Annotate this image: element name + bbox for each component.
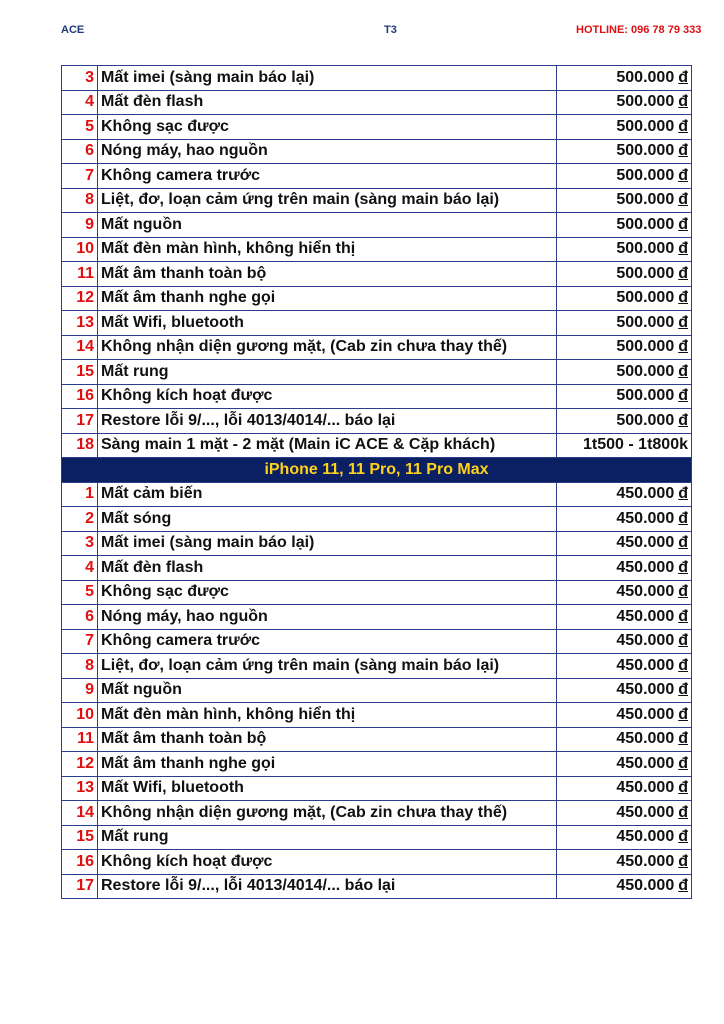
- price-value: 450.000: [616, 754, 675, 772]
- price-value: 450.000: [616, 705, 675, 723]
- table-row: [62, 874, 692, 899]
- price-cell: [557, 825, 692, 850]
- price-cell: [557, 482, 692, 507]
- price-table-body: [62, 66, 692, 899]
- table-row: [62, 703, 692, 728]
- price-cell: [557, 850, 692, 875]
- service-description: Restore lỗi 9/..., lỗi 4013/4014/... báo lại: [98, 874, 557, 899]
- currency-symbol: đ: [678, 215, 688, 233]
- row-number: 3: [62, 66, 98, 91]
- price-cell: [557, 776, 692, 801]
- service-description: Mất nguồn: [98, 213, 557, 238]
- row-number: 10: [62, 237, 98, 262]
- currency-symbol: đ: [678, 558, 688, 576]
- price-table: [61, 65, 692, 899]
- header-hotline: HOTLINE: 096 78 79 333: [576, 24, 702, 36]
- price-value: 500.000: [616, 215, 675, 233]
- table-row: [62, 139, 692, 164]
- service-description: Restore lỗi 9/..., lỗi 4013/4014/... báo lại: [98, 409, 557, 434]
- row-number: 9: [62, 678, 98, 703]
- price-cell: [557, 335, 692, 360]
- currency-symbol: đ: [678, 730, 688, 748]
- currency-symbol: đ: [678, 191, 688, 209]
- currency-symbol: đ: [678, 313, 688, 331]
- price-value: 450.000: [616, 803, 675, 821]
- price-cell: [557, 139, 692, 164]
- price-cell: [557, 164, 692, 189]
- service-description: Mất imei (sàng main báo lại): [98, 66, 557, 91]
- price-value: 450.000: [616, 485, 675, 503]
- price-value: 500.000: [616, 338, 675, 356]
- price-cell: [557, 507, 692, 532]
- header-brand: ACE: [61, 24, 85, 36]
- price-cell: [557, 213, 692, 238]
- price-value: 450.000: [616, 632, 675, 650]
- service-description: Liệt, đơ, loạn cảm ứng trên main (sàng main báo lại): [98, 188, 557, 213]
- currency-symbol: đ: [678, 877, 688, 895]
- table-row: [62, 409, 692, 434]
- row-number: 12: [62, 286, 98, 311]
- price-value: 500.000: [616, 289, 675, 307]
- page-header: [0, 0, 724, 60]
- row-number: 4: [62, 90, 98, 115]
- price-value: 500.000: [616, 240, 675, 258]
- price-cell: [557, 262, 692, 287]
- price-cell: [557, 556, 692, 581]
- price-value: 500.000: [616, 68, 675, 86]
- row-number: 10: [62, 703, 98, 728]
- price-value: 500.000: [616, 93, 675, 111]
- price-cell: [557, 678, 692, 703]
- price-cell: [557, 286, 692, 311]
- price-cell: [557, 433, 692, 458]
- table-row: [62, 482, 692, 507]
- service-description: Không nhận diện gương mặt, (Cab zin chưa thay thế): [98, 335, 557, 360]
- table-row: [62, 507, 692, 532]
- price-value: 450.000: [616, 681, 675, 699]
- service-description: Mất Wifi, bluetooth: [98, 776, 557, 801]
- row-number: 15: [62, 360, 98, 385]
- price-cell: [557, 115, 692, 140]
- price-value: 450.000: [616, 509, 675, 527]
- currency-symbol: đ: [678, 534, 688, 552]
- price-cell: [557, 629, 692, 654]
- price-value: 500.000: [616, 166, 675, 184]
- price-value: 500.000: [616, 387, 675, 405]
- service-description: Mất âm thanh toàn bộ: [98, 262, 557, 287]
- table-row: [62, 433, 692, 458]
- table-row: [62, 629, 692, 654]
- currency-symbol: đ: [678, 656, 688, 674]
- price-value: 450.000: [616, 583, 675, 601]
- currency-symbol: đ: [678, 485, 688, 503]
- service-description: Mất rung: [98, 825, 557, 850]
- table-row: [62, 188, 692, 213]
- price-cell: [557, 360, 692, 385]
- service-description: Không sạc được: [98, 115, 557, 140]
- price-cell: [557, 580, 692, 605]
- service-description: Mất âm thanh nghe gọi: [98, 752, 557, 777]
- table-row: [62, 678, 692, 703]
- table-row: [62, 556, 692, 581]
- service-description: Mất đèn flash: [98, 556, 557, 581]
- currency-symbol: đ: [678, 681, 688, 699]
- table-row: [62, 727, 692, 752]
- table-row: [62, 531, 692, 556]
- header-page-label: T3: [384, 24, 397, 36]
- row-number: 3: [62, 531, 98, 556]
- currency-symbol: đ: [678, 264, 688, 282]
- row-number: 5: [62, 580, 98, 605]
- price-cell: [557, 703, 692, 728]
- row-number: 8: [62, 654, 98, 679]
- row-number: 7: [62, 629, 98, 654]
- currency-symbol: đ: [678, 828, 688, 846]
- row-number: 17: [62, 409, 98, 434]
- service-description: Mất sóng: [98, 507, 557, 532]
- row-number: 12: [62, 752, 98, 777]
- price-value: 500.000: [616, 117, 675, 135]
- currency-symbol: đ: [678, 142, 688, 160]
- service-description: Nóng máy, hao nguồn: [98, 605, 557, 630]
- table-row: [62, 384, 692, 409]
- price-value: 500.000: [616, 313, 675, 331]
- section-title: iPhone 11, 11 Pro, 11 Pro Max: [62, 458, 692, 483]
- price-value: 500.000: [616, 142, 675, 160]
- row-number: 11: [62, 262, 98, 287]
- currency-symbol: đ: [678, 289, 688, 307]
- table-row: [62, 360, 692, 385]
- table-row: [62, 311, 692, 336]
- service-description: Không camera trước: [98, 164, 557, 189]
- service-description: Mất đèn flash: [98, 90, 557, 115]
- price-cell: [557, 752, 692, 777]
- service-description: Mất nguồn: [98, 678, 557, 703]
- currency-symbol: đ: [678, 509, 688, 527]
- row-number: 17: [62, 874, 98, 899]
- price-cell: [557, 531, 692, 556]
- price-value: 450.000: [616, 534, 675, 552]
- currency-symbol: đ: [678, 93, 688, 111]
- row-number: 2: [62, 507, 98, 532]
- service-description: Không kích hoạt được: [98, 384, 557, 409]
- currency-symbol: đ: [678, 240, 688, 258]
- row-number: 7: [62, 164, 98, 189]
- table-row: [62, 115, 692, 140]
- service-description: Nóng máy, hao nguồn: [98, 139, 557, 164]
- service-description: Mất cảm biến: [98, 482, 557, 507]
- service-description: Mất âm thanh toàn bộ: [98, 727, 557, 752]
- table-row: [62, 801, 692, 826]
- table-row: [62, 752, 692, 777]
- price-cell: [557, 727, 692, 752]
- price-cell: [557, 237, 692, 262]
- price-cell: [557, 874, 692, 899]
- currency-symbol: đ: [678, 779, 688, 797]
- table-row: [62, 605, 692, 630]
- row-number: 11: [62, 727, 98, 752]
- service-description: Liệt, đơ, loạn cảm ứng trên main (sàng main báo lại): [98, 654, 557, 679]
- row-number: 14: [62, 801, 98, 826]
- row-number: 13: [62, 776, 98, 801]
- service-description: Mất đèn màn hình, không hiển thị: [98, 703, 557, 728]
- row-number: 4: [62, 556, 98, 581]
- price-value: 1t500 - 1t800k: [583, 436, 688, 454]
- price-value: 450.000: [616, 656, 675, 674]
- row-number: 5: [62, 115, 98, 140]
- row-number: 13: [62, 311, 98, 336]
- price-value: 450.000: [616, 607, 675, 625]
- price-value: 450.000: [616, 877, 675, 895]
- table-row: [62, 213, 692, 238]
- price-value: 450.000: [616, 828, 675, 846]
- row-number: 1: [62, 482, 98, 507]
- currency-symbol: đ: [678, 803, 688, 821]
- currency-symbol: đ: [678, 852, 688, 870]
- service-description: Mất Wifi, bluetooth: [98, 311, 557, 336]
- price-value: 500.000: [616, 191, 675, 209]
- service-description: Mất âm thanh nghe gọi: [98, 286, 557, 311]
- table-row: [62, 237, 692, 262]
- table-row: [62, 90, 692, 115]
- service-description: Không camera trước: [98, 629, 557, 654]
- service-description: Không kích hoạt được: [98, 850, 557, 875]
- price-value: 500.000: [616, 264, 675, 282]
- currency-symbol: đ: [678, 68, 688, 86]
- service-description: Mất đèn màn hình, không hiển thị: [98, 237, 557, 262]
- price-cell: [557, 384, 692, 409]
- currency-symbol: đ: [678, 583, 688, 601]
- service-description: Mất rung: [98, 360, 557, 385]
- price-cell: [557, 90, 692, 115]
- section-header-row: [62, 458, 692, 483]
- table-row: [62, 654, 692, 679]
- price-cell: [557, 801, 692, 826]
- currency-symbol: đ: [678, 607, 688, 625]
- service-description: Mất imei (sàng main báo lại): [98, 531, 557, 556]
- currency-symbol: đ: [678, 166, 688, 184]
- row-number: 9: [62, 213, 98, 238]
- service-description: Không sạc được: [98, 580, 557, 605]
- table-row: [62, 262, 692, 287]
- price-cell: [557, 605, 692, 630]
- price-value: 450.000: [616, 730, 675, 748]
- row-number: 8: [62, 188, 98, 213]
- row-number: 6: [62, 605, 98, 630]
- price-value: 500.000: [616, 362, 675, 380]
- currency-symbol: đ: [678, 387, 688, 405]
- currency-symbol: đ: [678, 705, 688, 723]
- currency-symbol: đ: [678, 338, 688, 356]
- price-value: 450.000: [616, 558, 675, 576]
- table-row: [62, 66, 692, 91]
- table-row: [62, 776, 692, 801]
- price-cell: [557, 409, 692, 434]
- currency-symbol: đ: [678, 362, 688, 380]
- currency-symbol: đ: [678, 411, 688, 429]
- service-description: Không nhận diện gương mặt, (Cab zin chưa thay thế): [98, 801, 557, 826]
- currency-symbol: đ: [678, 117, 688, 135]
- row-number: 16: [62, 384, 98, 409]
- price-value: 450.000: [616, 779, 675, 797]
- price-value: 450.000: [616, 852, 675, 870]
- row-number: 15: [62, 825, 98, 850]
- table-row: [62, 164, 692, 189]
- price-cell: [557, 654, 692, 679]
- price-value: 500.000: [616, 411, 675, 429]
- row-number: 14: [62, 335, 98, 360]
- row-number: 16: [62, 850, 98, 875]
- table-row: [62, 335, 692, 360]
- price-cell: [557, 188, 692, 213]
- table-row: [62, 850, 692, 875]
- table-row: [62, 286, 692, 311]
- price-cell: [557, 311, 692, 336]
- row-number: 18: [62, 433, 98, 458]
- price-cell: [557, 66, 692, 91]
- table-row: [62, 580, 692, 605]
- currency-symbol: đ: [678, 632, 688, 650]
- table-row: [62, 825, 692, 850]
- row-number: 6: [62, 139, 98, 164]
- currency-symbol: đ: [678, 754, 688, 772]
- service-description: Sàng main 1 mặt - 2 mặt (Main iC ACE & Cặp khách): [98, 433, 557, 458]
